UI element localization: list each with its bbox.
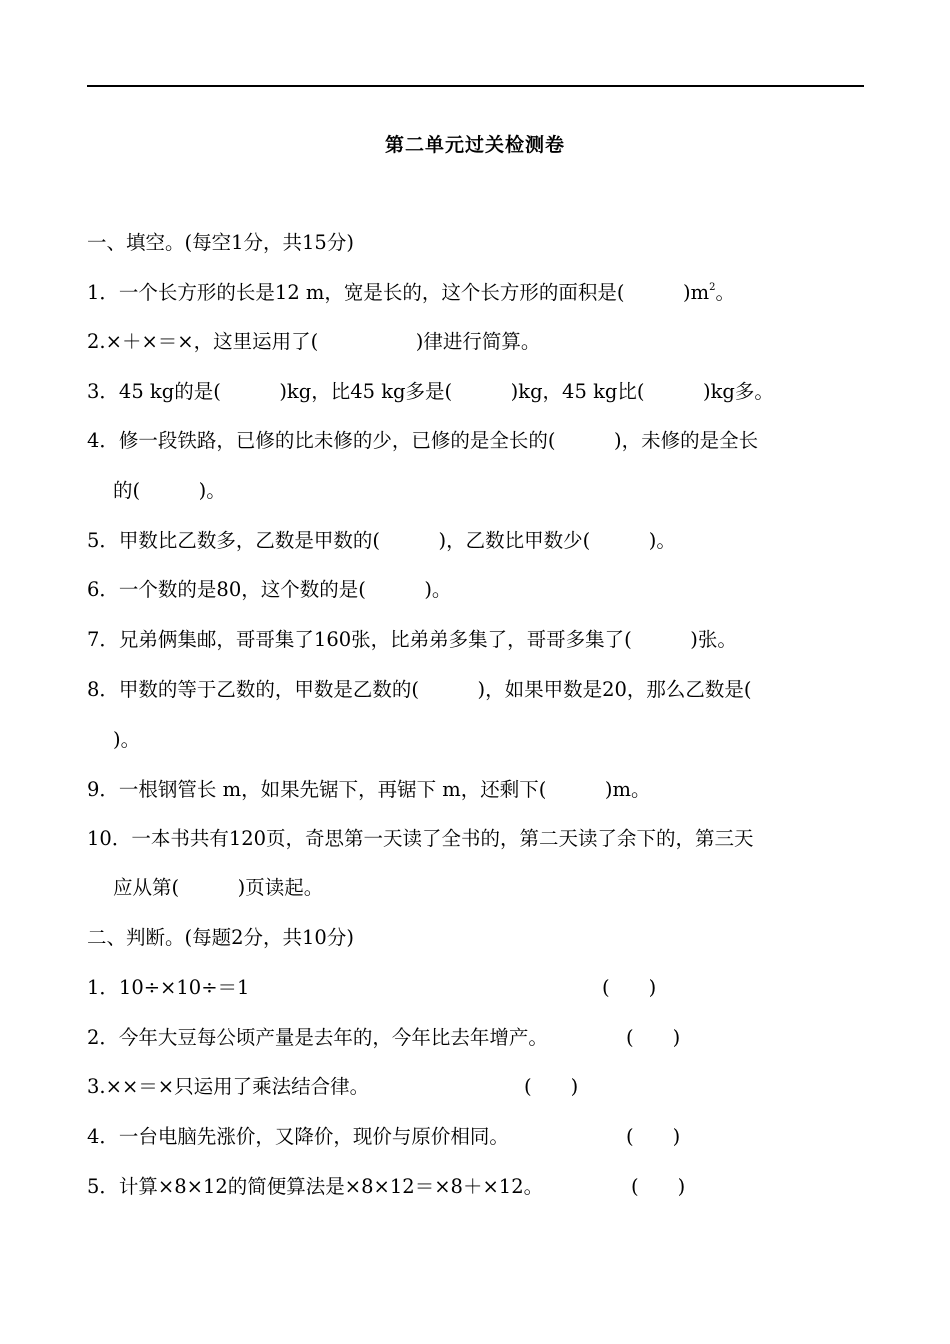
question-10-line-2: 应从第( )页读起。 bbox=[113, 876, 324, 899]
question-1-end: 。 bbox=[715, 281, 736, 304]
question-9: 9．一根钢管长 m，如果先锯下，再锯下 m，还剩下( )m。 bbox=[87, 778, 651, 801]
judgment-1: 1．10÷×10÷＝1 bbox=[87, 976, 250, 999]
question-1-superscript: 2 bbox=[709, 282, 716, 293]
question-8-line-1: 8．甲数的等于乙数的，甲数是乙数的( )，如果甲数是20，那么乙数是( bbox=[87, 678, 752, 701]
judgment-3: 3.××＝×只运用了乘法结合律。 bbox=[87, 1075, 370, 1098]
question-7: 7．兄弟俩集邮，哥哥集了160张，比弟弟多集了，哥哥多集了( )张。 bbox=[87, 628, 737, 651]
judgment-1-answer-blank: ( ) bbox=[602, 976, 657, 999]
judgment-5-answer-blank: ( ) bbox=[631, 1175, 686, 1198]
judgment-4-answer-blank: ( ) bbox=[626, 1125, 681, 1148]
section-heading-judgment: 二、判断。(每题2分，共10分) bbox=[87, 926, 354, 949]
judgment-4: 4．一台电脑先涨价，又降价，现价与原价相同。 bbox=[87, 1125, 509, 1148]
judgment-5: 5．计算×8×12的简便算法是×8×12＝×8＋×12。 bbox=[87, 1175, 544, 1198]
question-1-text: 1．一个长方形的长是12 m，宽是长的，这个长方形的面积是( )m bbox=[87, 281, 710, 304]
page-title: 第二单元过关检测卷 bbox=[384, 134, 565, 156]
judgment-2: 2．今年大豆每公顷产量是去年的，今年比去年增产。 bbox=[87, 1026, 548, 1049]
question-1 bbox=[87, 280, 735, 306]
section-heading-fill-in: 一、填空。(每空1分，共15分) bbox=[87, 231, 354, 254]
question-4-line-2: 的( )。 bbox=[113, 479, 226, 502]
question-8-line-2: )。 bbox=[113, 728, 141, 751]
judgment-3-answer-blank: ( ) bbox=[524, 1075, 579, 1098]
question-3: 3．45 kg的是( )kg，比45 kg多是( )kg，45 kg比( )kg多。 bbox=[87, 380, 774, 403]
question-10-line-1: 10．一本书共有120页，奇思第一天读了全书的，第二天读了余下的，第三天 bbox=[87, 827, 754, 850]
question-2: 2.×＋×＝×，这里运用了( )律进行简算。 bbox=[87, 330, 541, 353]
question-5: 5．甲数比乙数多，乙数是甲数的( )，乙数比甲数少( )。 bbox=[87, 529, 676, 552]
question-4-line-1: 4．修一段铁路，已修的比未修的少，已修的是全长的( )，未修的是全长 bbox=[87, 429, 759, 452]
header-rule bbox=[87, 85, 864, 87]
question-6: 6．一个数的是80，这个数的是( )。 bbox=[87, 578, 452, 601]
judgment-2-answer-blank: ( ) bbox=[626, 1026, 681, 1049]
